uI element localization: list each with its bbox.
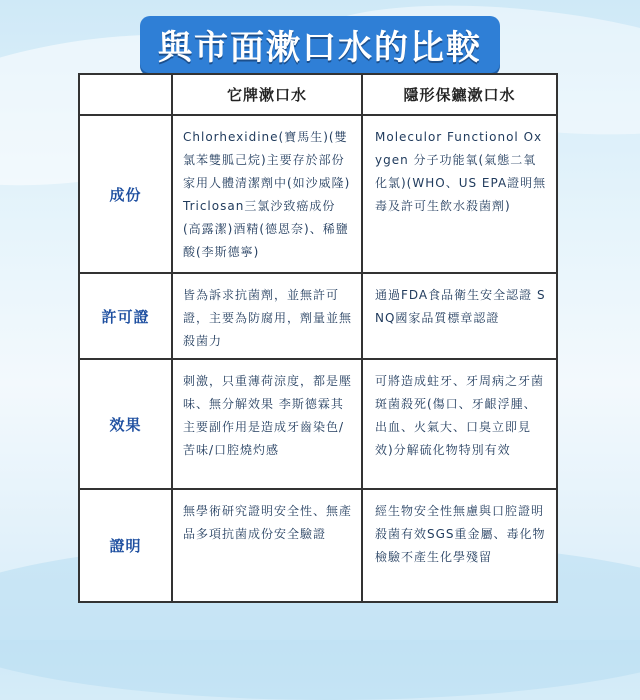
- other-brand-text: Chlorhexidine(寶馬生)(雙氯苯雙胍己烷)主要存於部份家用人體清潔劑中(如沙威隆)Triclosan三氯沙致癌成份(高露潔)酒精(德恩奈)、稀鹽酸(李斯德寧): [183, 130, 351, 259]
- row-label: 許可證: [101, 307, 150, 326]
- row-label-cell: [80, 274, 173, 358]
- row-label-cell: [80, 116, 173, 272]
- table-row: [80, 360, 556, 490]
- our-brand-cell: [363, 360, 556, 488]
- header-cell-other-brand: 它牌漱口水: [173, 75, 363, 114]
- header-cell-empty: [80, 75, 173, 114]
- other-brand-cell: [173, 274, 363, 358]
- table-row: [80, 274, 556, 360]
- row-label: 證明: [109, 537, 142, 555]
- other-brand-text: 無學術研究證明安全性、無產品多項抗菌成份安全驗證: [183, 504, 353, 541]
- our-brand-cell: [363, 490, 556, 601]
- our-brand-cell: [363, 116, 556, 272]
- comparison-table: [78, 73, 558, 603]
- header-cell-our-brand: 隱形保鑣漱口水: [403, 86, 516, 104]
- row-label: 效果: [109, 415, 142, 434]
- title-banner: [0, 16, 640, 73]
- other-brand-text: 刺激，只重薄荷涼度，都是壓味、無分解效果 李斯德霖其主要副作用是造成牙齒染色/苦味/口腔燒灼感: [183, 374, 353, 457]
- other-brand-cell: [173, 360, 363, 488]
- other-brand-cell: [173, 490, 363, 601]
- our-brand-cell: [363, 274, 556, 358]
- table-header-row: [80, 75, 556, 116]
- page-title: 與市面漱口水的比較: [140, 16, 500, 73]
- our-brand-text: 可將造成蛀牙、牙周病之牙菌斑菌殺死(傷口、牙齦浮腫、出血、火氣大、口臭立即見效)分解硫化物特別有效: [375, 374, 545, 457]
- our-brand-text: 經生物安全性無慮與口腔證明殺菌有效SGS重金屬、毒化物檢驗不產生化學殘留: [375, 504, 546, 564]
- row-label-cell: [80, 490, 173, 601]
- row-label-cell: [80, 360, 173, 488]
- row-label: 成份: [109, 185, 142, 204]
- table-row: [80, 116, 556, 274]
- other-brand-text: 皆為訴求抗菌劑，並無許可證，主要為防腐用，劑量並無殺菌力: [183, 288, 353, 348]
- other-brand-cell: [173, 116, 363, 272]
- our-brand-text: Moleculor Functionol Oxygen 分子功能氧(氣態二氧化氯)(WHO、US EPA證明無毒及許可生飲水殺菌劑): [375, 130, 547, 213]
- table-row: [80, 490, 556, 601]
- our-brand-text: 通過FDA食品衛生安全認證 SNQ國家品質標章認證: [375, 288, 546, 325]
